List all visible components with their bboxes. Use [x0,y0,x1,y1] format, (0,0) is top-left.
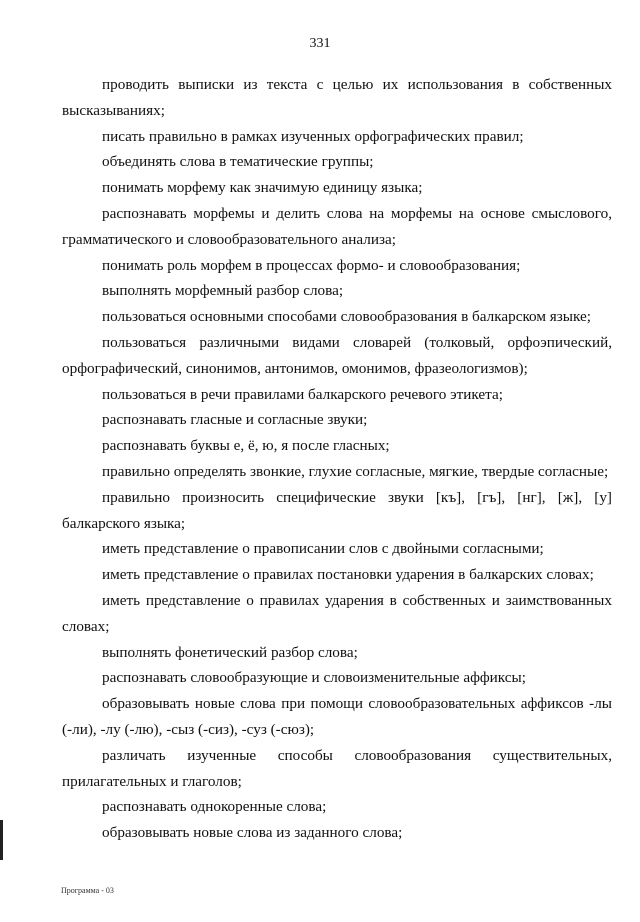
page-number: 331 [309,36,331,51]
paragraph: проводить выписки из текста с целью их использования в собственных высказываниях; [62,76,612,119]
footer-label: Программа - 03 [61,886,114,895]
paragraph: объединять слова в тематические группы; [102,153,374,171]
paragraph: распознавать словообразующие и словоизменительные аффиксы; [102,669,526,687]
paragraph: пользоваться в речи правилами балкарского речевого этикета; [102,385,503,403]
paragraph: правильно произносить специфические звуки [къ], [гъ], [нг], [ж], [у] балкарского языка; [62,488,612,532]
paragraph: распознавать однокоренные слова; [102,798,327,816]
body-text [62,72,612,846]
paragraph: правильно определять звонкие, глухие согласные, мягкие, твердые согласные; [102,462,609,480]
paragraph: иметь представление о правилах постановки ударения в балкарских словах; [102,566,594,584]
paragraph: иметь представление о правописании слов с двойными согласными; [102,540,544,558]
paragraph: пользоваться основными способами словообразования в балкарском языке; [102,308,591,326]
paragraph: распознавать буквы е, ё, ю, я после гласных; [102,437,390,455]
paragraph: выполнять фонетический разбор слова; [102,643,358,661]
paragraph: понимать морфему как значимую единицу языка; [102,179,423,197]
paragraph: иметь представление о правилах ударения в собственных и заимствованных словах; [62,591,612,635]
paragraph: пользоваться различными видами словарей (толковый, орфоэпический, орфографический, синонимов, антонимов, омонимов, фразеологизмов); [62,333,612,377]
paragraph: писать правильно в рамках изученных орфографических правил; [102,127,524,145]
paragraph: распознавать морфемы и делить слова на морфемы на основе смыслового, грамматического и словообразовательного анализа; [62,204,612,248]
paragraph: образовывать новые слова при помощи словообразовательных аффиксов -лы (-ли), -лу (-лю), -сыз (-сиз), -суз (-сюз); [62,695,612,738]
paragraph: различать изученные способы словообразования существительных, прилагательных и глаголов; [62,746,612,790]
scan-edge-mark [0,820,3,860]
paragraph: образовывать новые слова из заданного слова; [102,824,403,842]
paragraph: понимать роль морфем в процессах формо- и словообразования; [102,256,521,274]
paragraph: выполнять морфемный разбор слова; [102,282,344,300]
paragraph: распознавать гласные и согласные звуки; [102,411,368,429]
